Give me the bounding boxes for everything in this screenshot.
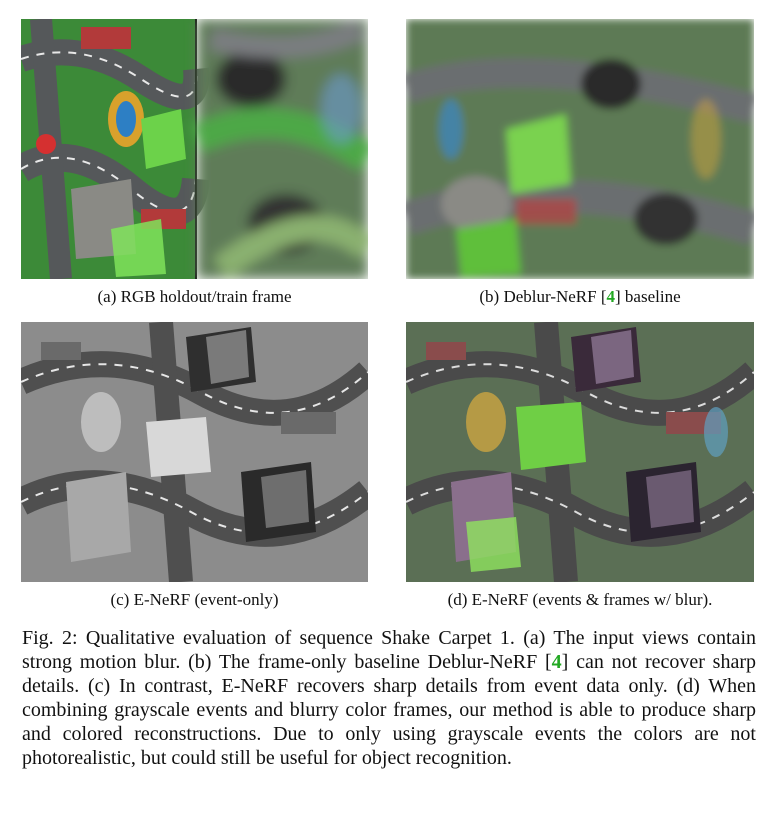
image-rgb-holdout-frame — [21, 19, 368, 279]
image-deblur-nerf-baseline — [406, 19, 754, 279]
image-enerf-events-frames — [406, 322, 754, 582]
panel-caption-b: (b) Deblur-NeRF [4] baseline — [479, 287, 681, 306]
panel-caption-d: (d) E-NeRF (events & frames w/ blur). — [447, 590, 713, 609]
panel-caption-c: (c) E-NeRF (event-only) — [110, 590, 279, 609]
citation-link[interactable]: 4 — [551, 651, 562, 673]
figure-caption: Fig. 2: Qualitative evaluation of sequence Shake Carpet 1. (a) The input views contain strong motion blur. (b) The frame-only baseline Deblur-NeRF [4] can not recover sharp details. (c) In contrast, E-NeRF recovers sharp details from event data only. (d) When combining grayscale events and blurry color frames, our method is able to produce sharp and colored reconstructions. Due to only using grayscale events the colors are not photorealistic, but could still be useful for object recognition. — [22, 627, 756, 769]
image-enerf-event-only — [21, 322, 368, 582]
citation-link[interactable]: 4 — [606, 287, 616, 306]
panel-caption-a: (a) RGB holdout/train frame — [97, 287, 292, 306]
